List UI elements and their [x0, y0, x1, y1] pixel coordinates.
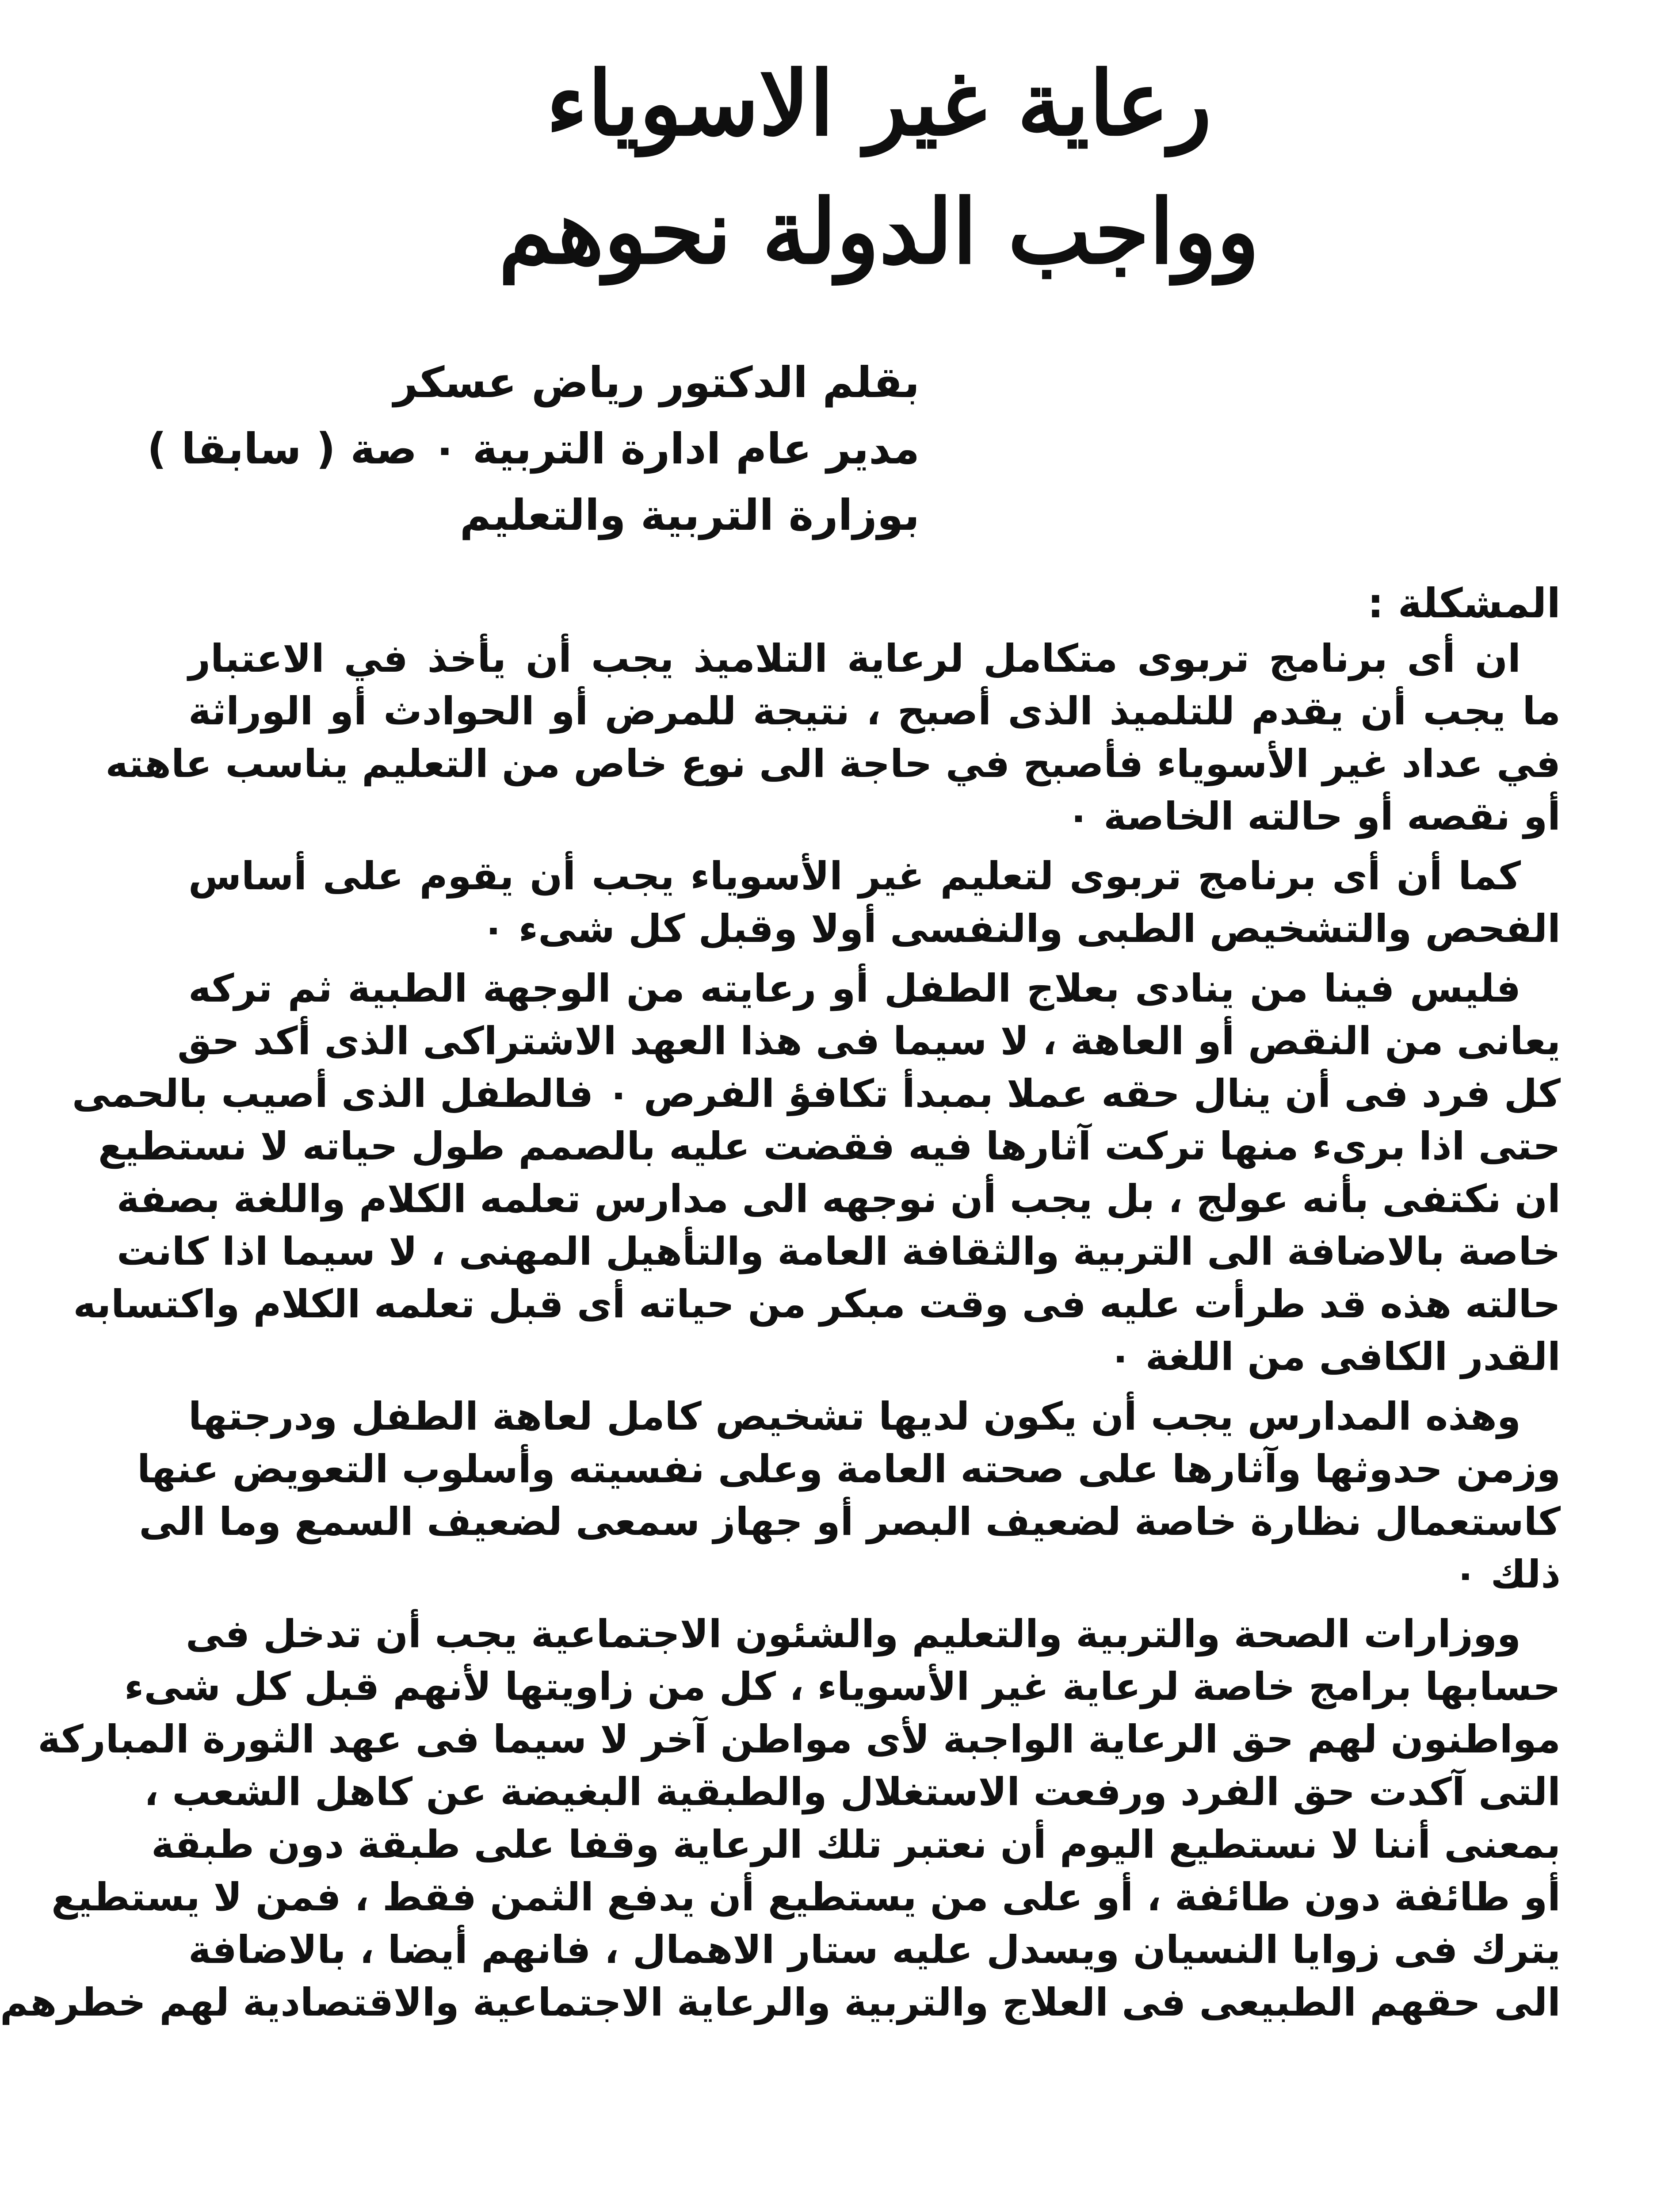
paragraph-line: في عداد غير الأسوياء فأصبح في حاجة الى نوع خاص من التعليم يناسب عاهته: [105, 741, 1561, 786]
paragraph-line: أو طائفة دون طائفة ، أو على من يستطيع أن يدفع الثمن فقط ، فمن لا يستطيع: [51, 1874, 1561, 1920]
paragraph-line: حسابها برامج خاصة لرعاية غير الأسوياء ، كل من زاويتها لأنهم قبل كل شىء: [124, 1664, 1561, 1709]
paragraph-line: التى آكدت حق الفرد ورفعت الاستغلال والطبقية البغيضة عن كاهل الشعب ،: [144, 1769, 1561, 1814]
paragraph: [188, 850, 1561, 955]
article-title: [210, 40, 1547, 296]
paragraph-line: بمعنى أننا لا نستطيع اليوم أن نعتبر تلك الرعاية وقفا على طبقة دون طبقة: [151, 1822, 1561, 1867]
paragraph-line: ما يجب أن يقدم للتلميذ الذى أصبح ، نتيجة للمرض أو الحوادث أو الوراثة: [188, 689, 1561, 734]
paragraph-line: كل فرد فى أن ينال حقه عملا بمبدأ تكافؤ الفرص ٠ فالطفل الذى أصيب بالحمى: [72, 1071, 1561, 1116]
paragraph-line: أو نقصه أو حالته الخاصة ٠: [1066, 794, 1561, 839]
paragraph-line: ان نكتفى بأنه عولج ، بل يجب أن نوجهه الى مدارس تعلمه الكلام واللغة بصفة: [116, 1176, 1561, 1221]
byline-row-2: مدير عام ادارة التربية ٠ صة ( سابقا ): [147, 424, 920, 474]
paragraph: [0, 1608, 1561, 2029]
paragraph-line: الى حقهم الطبيعى فى العلاج والتربية والرعاية الاجتماعية والاقتصادية لهم خطرهم: [0, 1980, 1561, 2025]
paragraph-line: حتى اذا برىء منها تركت آثارها فيه فقضت عليه بالصمم طول حياته لا نستطيع: [98, 1124, 1561, 1169]
paragraph: [72, 962, 1561, 1383]
paragraph-line: يعانى من النقص أو العاهة ، لا سيما فى هذا العهد الاشتراكى الذى أكد حق: [177, 1018, 1561, 1063]
paragraph-line: وزمن حدوثها وآثارها على صحته العامة وعلى نفسيته وأسلوب التعويض عنها: [137, 1446, 1561, 1492]
byline-row-3: بوزارة التربية والتعليم: [459, 490, 920, 540]
section-heading: المشكلة :: [1367, 580, 1561, 627]
title-line-2: وواجب الدولة نحوهم: [498, 180, 1260, 284]
byline-row-1: [256, 349, 920, 416]
paragraph: [105, 632, 1561, 843]
paragraph-line: الفحص والتشخيص الطبى والنفسى أولا وقبل كل شىء ٠: [481, 906, 1561, 951]
byline-prefix: بقلم الدكتور رياض: [531, 358, 920, 407]
paragraph-line: ووزارات الصحة والتربية والتعليم والشئون الاجتماعية يجب أن تدخل فى: [186, 1611, 1521, 1656]
paragraph-line: مواطنون لهم حق الرعاية الواجبة لأى مواطن آخر لا سيما فى عهد الثورة المباركة: [38, 1717, 1561, 1762]
paragraph-line: وهذه المدارس يجب أن يكون لديها تشخيص كامل لعاهة الطفل ودرجتها: [188, 1394, 1521, 1439]
paragraph-line: كاستعمال نظارة خاصة لضعيف البصر أو جهاز سمعى لضعيف السمع وما الى: [139, 1499, 1561, 1544]
title-line-1: رعاية غير الاسوياء: [546, 52, 1212, 156]
author-surname: عسكر: [393, 358, 517, 407]
author-byline: [147, 349, 920, 548]
paragraph-line: فليس فينا من ينادى بعلاج الطفل أو رعايته من الوجهة الطبية ثم تركه: [188, 966, 1521, 1011]
paragraph-line: ذلك ٠: [1454, 1552, 1561, 1597]
paragraph-line: القدر الكافى من اللغة ٠: [1108, 1334, 1561, 1379]
paragraph-line: خاصة بالاضافة الى التربية والثقافة العامة والتأهيل المهنى ، لا سيما اذا كانت: [116, 1229, 1561, 1274]
paragraph: [137, 1390, 1561, 1601]
paragraph-line: ان أى برنامج تربوى متكامل لرعاية التلاميذ يجب أن يأخذ في الاعتبار: [188, 636, 1521, 681]
paragraph-line: يترك فى زوايا النسيان ويسدل عليه ستار الاهمال ، فانهم أيضا ، بالاضافة: [188, 1927, 1561, 1972]
paragraph-line: حالته هذه قد طرأت عليه فى وقت مبكر من حياته أى قبل تعلمه الكلام واكتسابه: [73, 1281, 1561, 1327]
paragraph-line: كما أن أى برنامج تربوى لتعليم غير الأسوياء يجب أن يقوم على أساس: [188, 853, 1521, 899]
article-body: [0, 632, 1561, 2036]
